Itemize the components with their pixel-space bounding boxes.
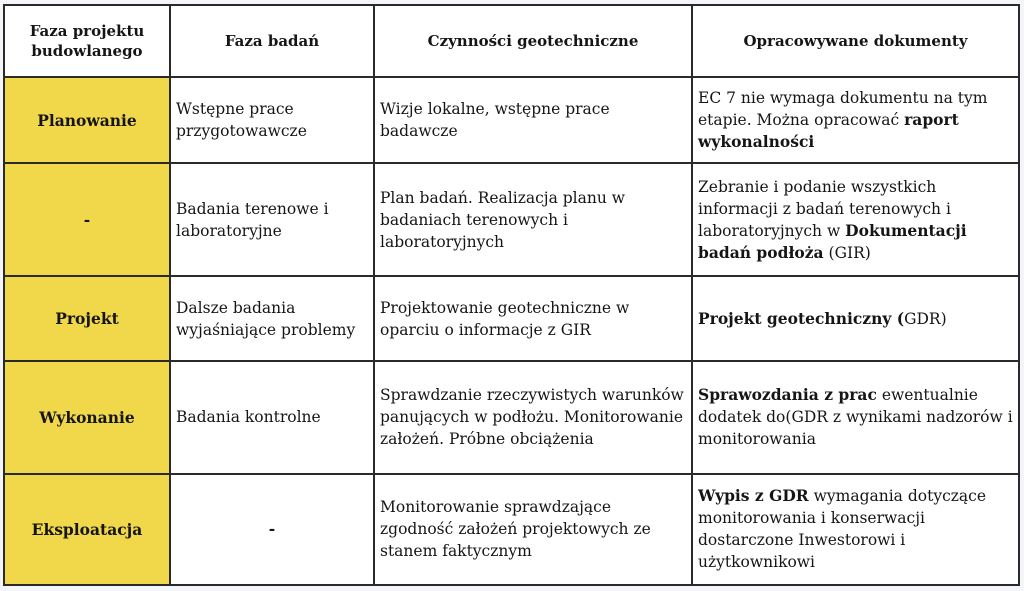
documents-cell bbox=[692, 276, 1019, 360]
documents-cell bbox=[692, 361, 1019, 474]
activities-cell: Monitorowanie sprawdzające zgodność założeń projektowych ze stanem faktycznym bbox=[374, 474, 692, 585]
activities-cell: Projektowanie geotechniczne w oparciu o informacje z GIR bbox=[374, 276, 692, 360]
documents-cell bbox=[692, 77, 1019, 163]
research-cell: - bbox=[170, 474, 374, 585]
table-row bbox=[4, 276, 1019, 360]
table-row bbox=[4, 77, 1019, 163]
documents-bold-text: Projekt geotechniczny ( bbox=[698, 308, 905, 328]
header-geotechnical-activities: Czynności geotechniczne bbox=[374, 5, 692, 77]
header-research-phase: Faza badań bbox=[170, 5, 374, 77]
documents-bold-text: Dokumentacji badań podłoża bbox=[698, 220, 967, 262]
phase-cell: - bbox=[4, 163, 170, 276]
activities-cell: Wizje lokalne, wstępne prace badawcze bbox=[374, 77, 692, 163]
documents-text-after: GDR) bbox=[904, 309, 947, 328]
documents-cell bbox=[692, 474, 1019, 585]
research-cell: Wstępne prace przygotowawcze bbox=[170, 77, 374, 163]
documents-text-after: ewentualnie dodatek do(GDR z wynikami nadzorów i monitorowania bbox=[698, 386, 1013, 449]
documents-bold-text: Wypis z GDR bbox=[698, 486, 809, 506]
table-row bbox=[4, 163, 1019, 276]
research-cell: Badania terenowe i laboratoryjne bbox=[170, 163, 374, 276]
phase-cell: Eksploatacja bbox=[4, 474, 170, 585]
activities-cell: Sprawdzanie rzeczywistych warunków panujących w podłożu. Monitorowanie założeń. Próbne obciążenia bbox=[374, 361, 692, 474]
documents-text: Zebranie i podanie wszystkich informacji z badań terenowych i laboratoryjnych w bbox=[698, 177, 951, 240]
header-construction-phase: Faza projektu budowlanego bbox=[4, 5, 170, 77]
documents-text-after: (GIR) bbox=[823, 243, 871, 262]
table-row bbox=[4, 474, 1019, 585]
header-documents: Opracowywane dokumenty bbox=[692, 5, 1019, 77]
phase-cell: Wykonanie bbox=[4, 361, 170, 474]
header-row bbox=[4, 5, 1019, 77]
research-cell: Dalsze badania wyjaśniające problemy bbox=[170, 276, 374, 360]
phase-cell: Planowanie bbox=[4, 77, 170, 163]
documents-text-after: wymagania dotyczące monitorowania i konserwacji dostarczone Inwestorowi i użytkownikowi bbox=[698, 487, 987, 572]
documents-text: EC 7 nie wymaga dokumentu na tym etapie. Można opracować bbox=[698, 89, 988, 130]
table-row bbox=[4, 361, 1019, 474]
phase-cell: Projekt bbox=[4, 276, 170, 360]
documents-bold-text: raport wykonalności bbox=[698, 110, 959, 152]
activities-cell: Plan badań. Realizacja planu w badaniach terenowych i laboratoryjnych bbox=[374, 163, 692, 276]
geotechnical-phases-table bbox=[3, 4, 1020, 586]
research-cell: Badania kontrolne bbox=[170, 361, 374, 474]
documents-bold-text: Sprawozdania z prac bbox=[698, 385, 877, 405]
documents-cell bbox=[692, 163, 1019, 276]
